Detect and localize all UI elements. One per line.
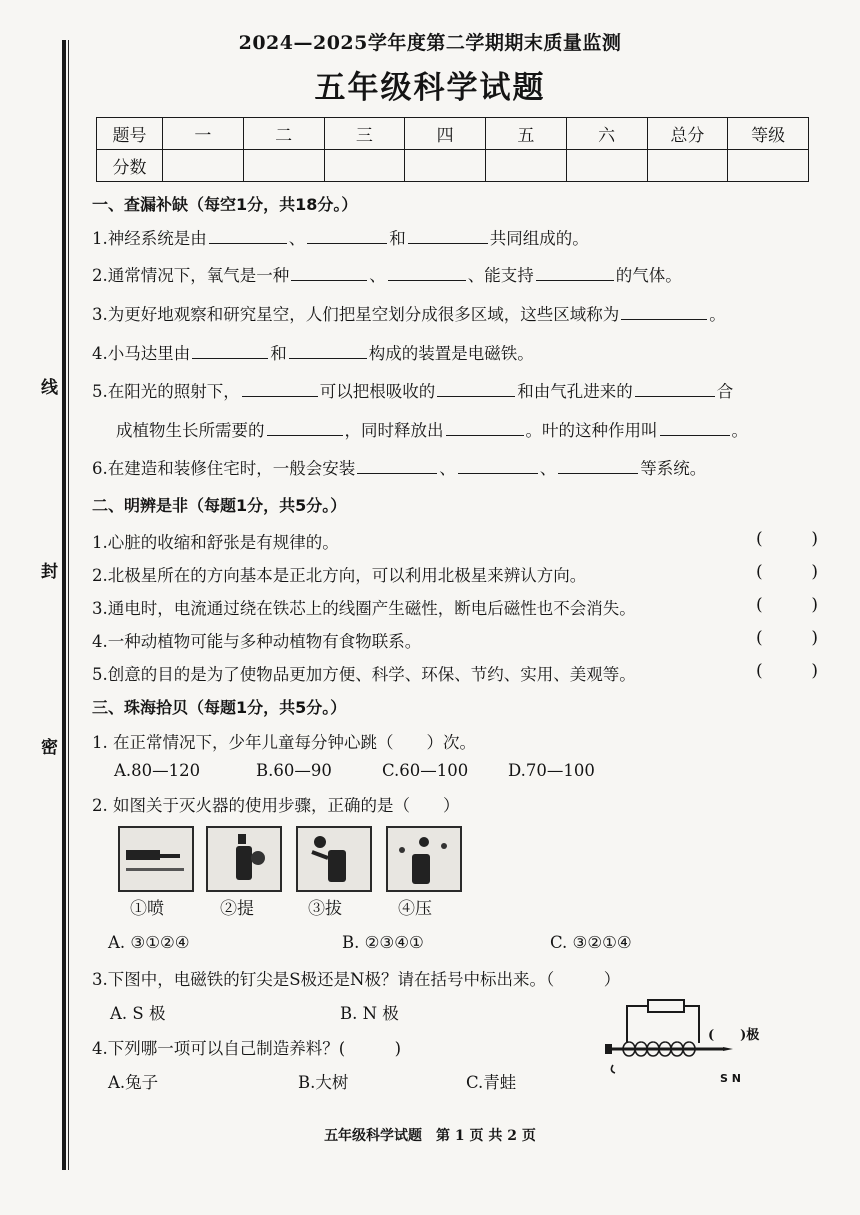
score-header-cell: 总分 bbox=[647, 118, 728, 150]
paren-open: ( bbox=[756, 595, 763, 615]
text: 等系统。 bbox=[640, 459, 707, 478]
text: 。 bbox=[709, 305, 726, 324]
text: 、 bbox=[369, 266, 386, 285]
pole-answer-label: ( )极 bbox=[708, 1028, 760, 1043]
option-c[interactable]: C.60—100 bbox=[382, 761, 469, 780]
score-header-cell: 一 bbox=[163, 118, 244, 150]
score-table bbox=[96, 117, 809, 182]
answer-blank[interactable] bbox=[242, 382, 318, 397]
answer-blank[interactable] bbox=[307, 229, 387, 244]
s3-question-3: 3.下图中，电磁铁的钉尖是S极还是N极？请在括号中标出来。（ ） bbox=[92, 970, 621, 989]
s1-question-3 bbox=[92, 301, 726, 325]
text: 2.通常情况下，氧气是一种 bbox=[92, 266, 290, 285]
extinguisher-press-image bbox=[386, 826, 462, 892]
option-d[interactable]: D.70—100 bbox=[508, 761, 595, 780]
text: 合 bbox=[716, 382, 734, 401]
answer-blank[interactable] bbox=[437, 382, 515, 397]
score-header-cell: 六 bbox=[566, 118, 647, 150]
extinguisher-lift-image bbox=[206, 826, 282, 892]
answer-blank[interactable] bbox=[388, 266, 466, 281]
extinguisher-spray-image bbox=[118, 826, 194, 892]
paren-close: ) bbox=[811, 661, 818, 681]
s1-question-5-line2 bbox=[116, 417, 748, 441]
text: 5.在阳光的照射下， bbox=[92, 382, 240, 401]
text: 3.为更好地观察和研究星空，人们把星空划分成很多区域，这些区域称为 bbox=[92, 305, 620, 324]
text: 共同组成的。 bbox=[489, 229, 589, 248]
s2-statement-2: 2.北极星所在的方向基本是正北方向，可以利用北极星来辨认方向。 bbox=[92, 566, 587, 585]
s2-statement-1: 1.心脏的收缩和舒张是有规律的。 bbox=[92, 533, 339, 552]
score-header-cell: 二 bbox=[243, 118, 324, 150]
text: 构成的装置是电磁铁。 bbox=[368, 344, 534, 363]
text: 4.小马达里由 bbox=[92, 344, 191, 363]
caption-pull: ③拔 bbox=[308, 899, 342, 919]
score-table-header-row bbox=[97, 118, 809, 150]
score-cell[interactable] bbox=[566, 150, 647, 182]
s2-statement-5: 5.创意的目的是为了使物品更加方便、科学、环保、节约、实用、美观等。 bbox=[92, 665, 636, 684]
option-a[interactable]: A.80—120 bbox=[114, 761, 201, 780]
paren-open: ( bbox=[756, 529, 763, 549]
option-b[interactable]: B. N 极 bbox=[340, 1004, 399, 1023]
text: 6.在建造和装修住宅时，一般会安装 bbox=[92, 459, 356, 478]
score-cell[interactable] bbox=[486, 150, 567, 182]
answer-blank[interactable] bbox=[558, 459, 638, 474]
caption-spray: ①喷 bbox=[130, 899, 164, 919]
score-cell[interactable] bbox=[243, 150, 324, 182]
section-1-heading: 一、查漏补缺（每空1分，共18分。） bbox=[92, 195, 358, 214]
score-cell[interactable] bbox=[647, 150, 728, 182]
text: 。 bbox=[731, 421, 748, 440]
text: ，同时释放出 bbox=[344, 421, 444, 440]
text: 。叶的这种作用叫 bbox=[525, 421, 658, 440]
text: 的气体。 bbox=[615, 266, 682, 285]
s1-question-5-line1 bbox=[92, 378, 733, 402]
option-c[interactable]: C.青蛙 bbox=[466, 1073, 517, 1092]
answer-parentheses[interactable] bbox=[756, 595, 818, 615]
binding-mark-mi: 密 bbox=[37, 738, 57, 755]
answer-blank[interactable] bbox=[536, 266, 614, 281]
section-3-heading: 三、珠海拾贝（每题1分，共5分。） bbox=[92, 698, 347, 717]
compass-needle-label: S N bbox=[720, 1072, 741, 1085]
answer-blank[interactable] bbox=[621, 305, 707, 320]
text: 、 bbox=[439, 459, 456, 478]
score-header-cell: 五 bbox=[486, 118, 567, 150]
s3-question-4: 4.下列哪一项可以自己制造养料？( ) bbox=[92, 1039, 402, 1058]
paren-open: ( bbox=[756, 628, 763, 648]
binding-mark-xian: 线 bbox=[37, 378, 57, 395]
s1-question-6 bbox=[92, 455, 706, 479]
option-a[interactable]: A. ③①②④ bbox=[108, 933, 190, 952]
exam-main-title: 五年级科学试题 bbox=[314, 70, 546, 106]
caption-press: ④压 bbox=[398, 899, 432, 919]
answer-blank[interactable] bbox=[357, 459, 437, 474]
extinguisher-pull-pin-image bbox=[296, 826, 372, 892]
answer-blank[interactable] bbox=[635, 382, 715, 397]
paren-close: ) bbox=[811, 529, 818, 549]
option-b[interactable]: B. ②③④① bbox=[342, 933, 424, 952]
answer-parentheses[interactable] bbox=[756, 529, 818, 549]
answer-blank[interactable] bbox=[192, 344, 268, 359]
score-cell[interactable] bbox=[163, 150, 244, 182]
paren-close: ) bbox=[811, 595, 818, 615]
section-2-heading: 二、明辨是非（每题1分，共5分。） bbox=[92, 496, 347, 515]
caption-lift: ②提 bbox=[220, 899, 254, 919]
text: 和由气孔进来的 bbox=[517, 382, 633, 401]
binding-line-thick bbox=[62, 40, 66, 1170]
score-header-cell: 四 bbox=[405, 118, 486, 150]
paren-open: ( bbox=[756, 562, 763, 582]
score-cell[interactable] bbox=[728, 150, 809, 182]
s2-statement-4: 4.一种动植物可能与多种动植物有食物联系。 bbox=[92, 632, 422, 651]
answer-blank[interactable] bbox=[209, 229, 287, 244]
answer-parentheses[interactable] bbox=[756, 562, 818, 582]
s2-statement-3: 3.通电时，电流通过绕在铁芯上的线圈产生磁性，断电后磁性也不会消失。 bbox=[92, 599, 636, 618]
s3-question-2: 2. 如图关于灭火器的使用步骤，正确的是（ ） bbox=[92, 796, 460, 815]
answer-blank[interactable] bbox=[291, 266, 367, 281]
binding-mark-feng: 封 bbox=[37, 562, 57, 579]
answer-blank[interactable] bbox=[660, 421, 730, 436]
s1-question-2 bbox=[92, 262, 682, 286]
answer-blank[interactable] bbox=[289, 344, 367, 359]
exam-period-title: 2024—2025学年度第二学期期末质量监测 bbox=[238, 32, 622, 54]
score-cell[interactable] bbox=[405, 150, 486, 182]
paren-open: ( bbox=[756, 661, 763, 681]
text: 、 bbox=[539, 459, 557, 478]
text: 1.神经系统是由 bbox=[92, 229, 207, 248]
answer-parentheses[interactable] bbox=[756, 661, 818, 681]
binding-line-thin bbox=[68, 40, 69, 1170]
option-c[interactable]: C. ③②①④ bbox=[550, 933, 632, 952]
text: 、 bbox=[288, 229, 306, 248]
s1-question-4 bbox=[92, 340, 534, 364]
paren-close: ) bbox=[811, 628, 818, 648]
text: 、能支持 bbox=[467, 266, 534, 285]
paren-close: ) bbox=[811, 562, 818, 582]
score-header-cell: 题号 bbox=[97, 118, 163, 150]
score-cell[interactable] bbox=[324, 150, 405, 182]
answer-blank[interactable] bbox=[446, 421, 524, 436]
option-a[interactable]: A.兔子 bbox=[108, 1073, 159, 1092]
text: 成植物生长所需要的 bbox=[116, 421, 265, 440]
option-b[interactable]: B.60—90 bbox=[256, 761, 332, 780]
page-footer: 五年级科学试题 第 1 页 共 2 页 bbox=[324, 1128, 536, 1144]
option-b[interactable]: B.大树 bbox=[298, 1073, 349, 1092]
text: 可以把根吸收的 bbox=[319, 382, 436, 401]
s3-question-1: 1. 在正常情况下，少年儿童每分钟心跳（ ）次。 bbox=[92, 733, 476, 752]
score-header-cell: 等级 bbox=[728, 118, 809, 150]
text: 和 bbox=[389, 229, 406, 248]
answer-blank[interactable] bbox=[267, 421, 343, 436]
option-a[interactable]: A. S 极 bbox=[110, 1004, 166, 1023]
text: 和 bbox=[270, 344, 287, 363]
answer-blank[interactable] bbox=[408, 229, 488, 244]
answer-blank[interactable] bbox=[458, 459, 538, 474]
answer-parentheses[interactable] bbox=[756, 628, 818, 648]
score-row-label: 分数 bbox=[97, 150, 163, 182]
score-table-score-row bbox=[97, 150, 809, 182]
s1-question-1 bbox=[92, 225, 589, 249]
score-header-cell: 三 bbox=[324, 118, 405, 150]
